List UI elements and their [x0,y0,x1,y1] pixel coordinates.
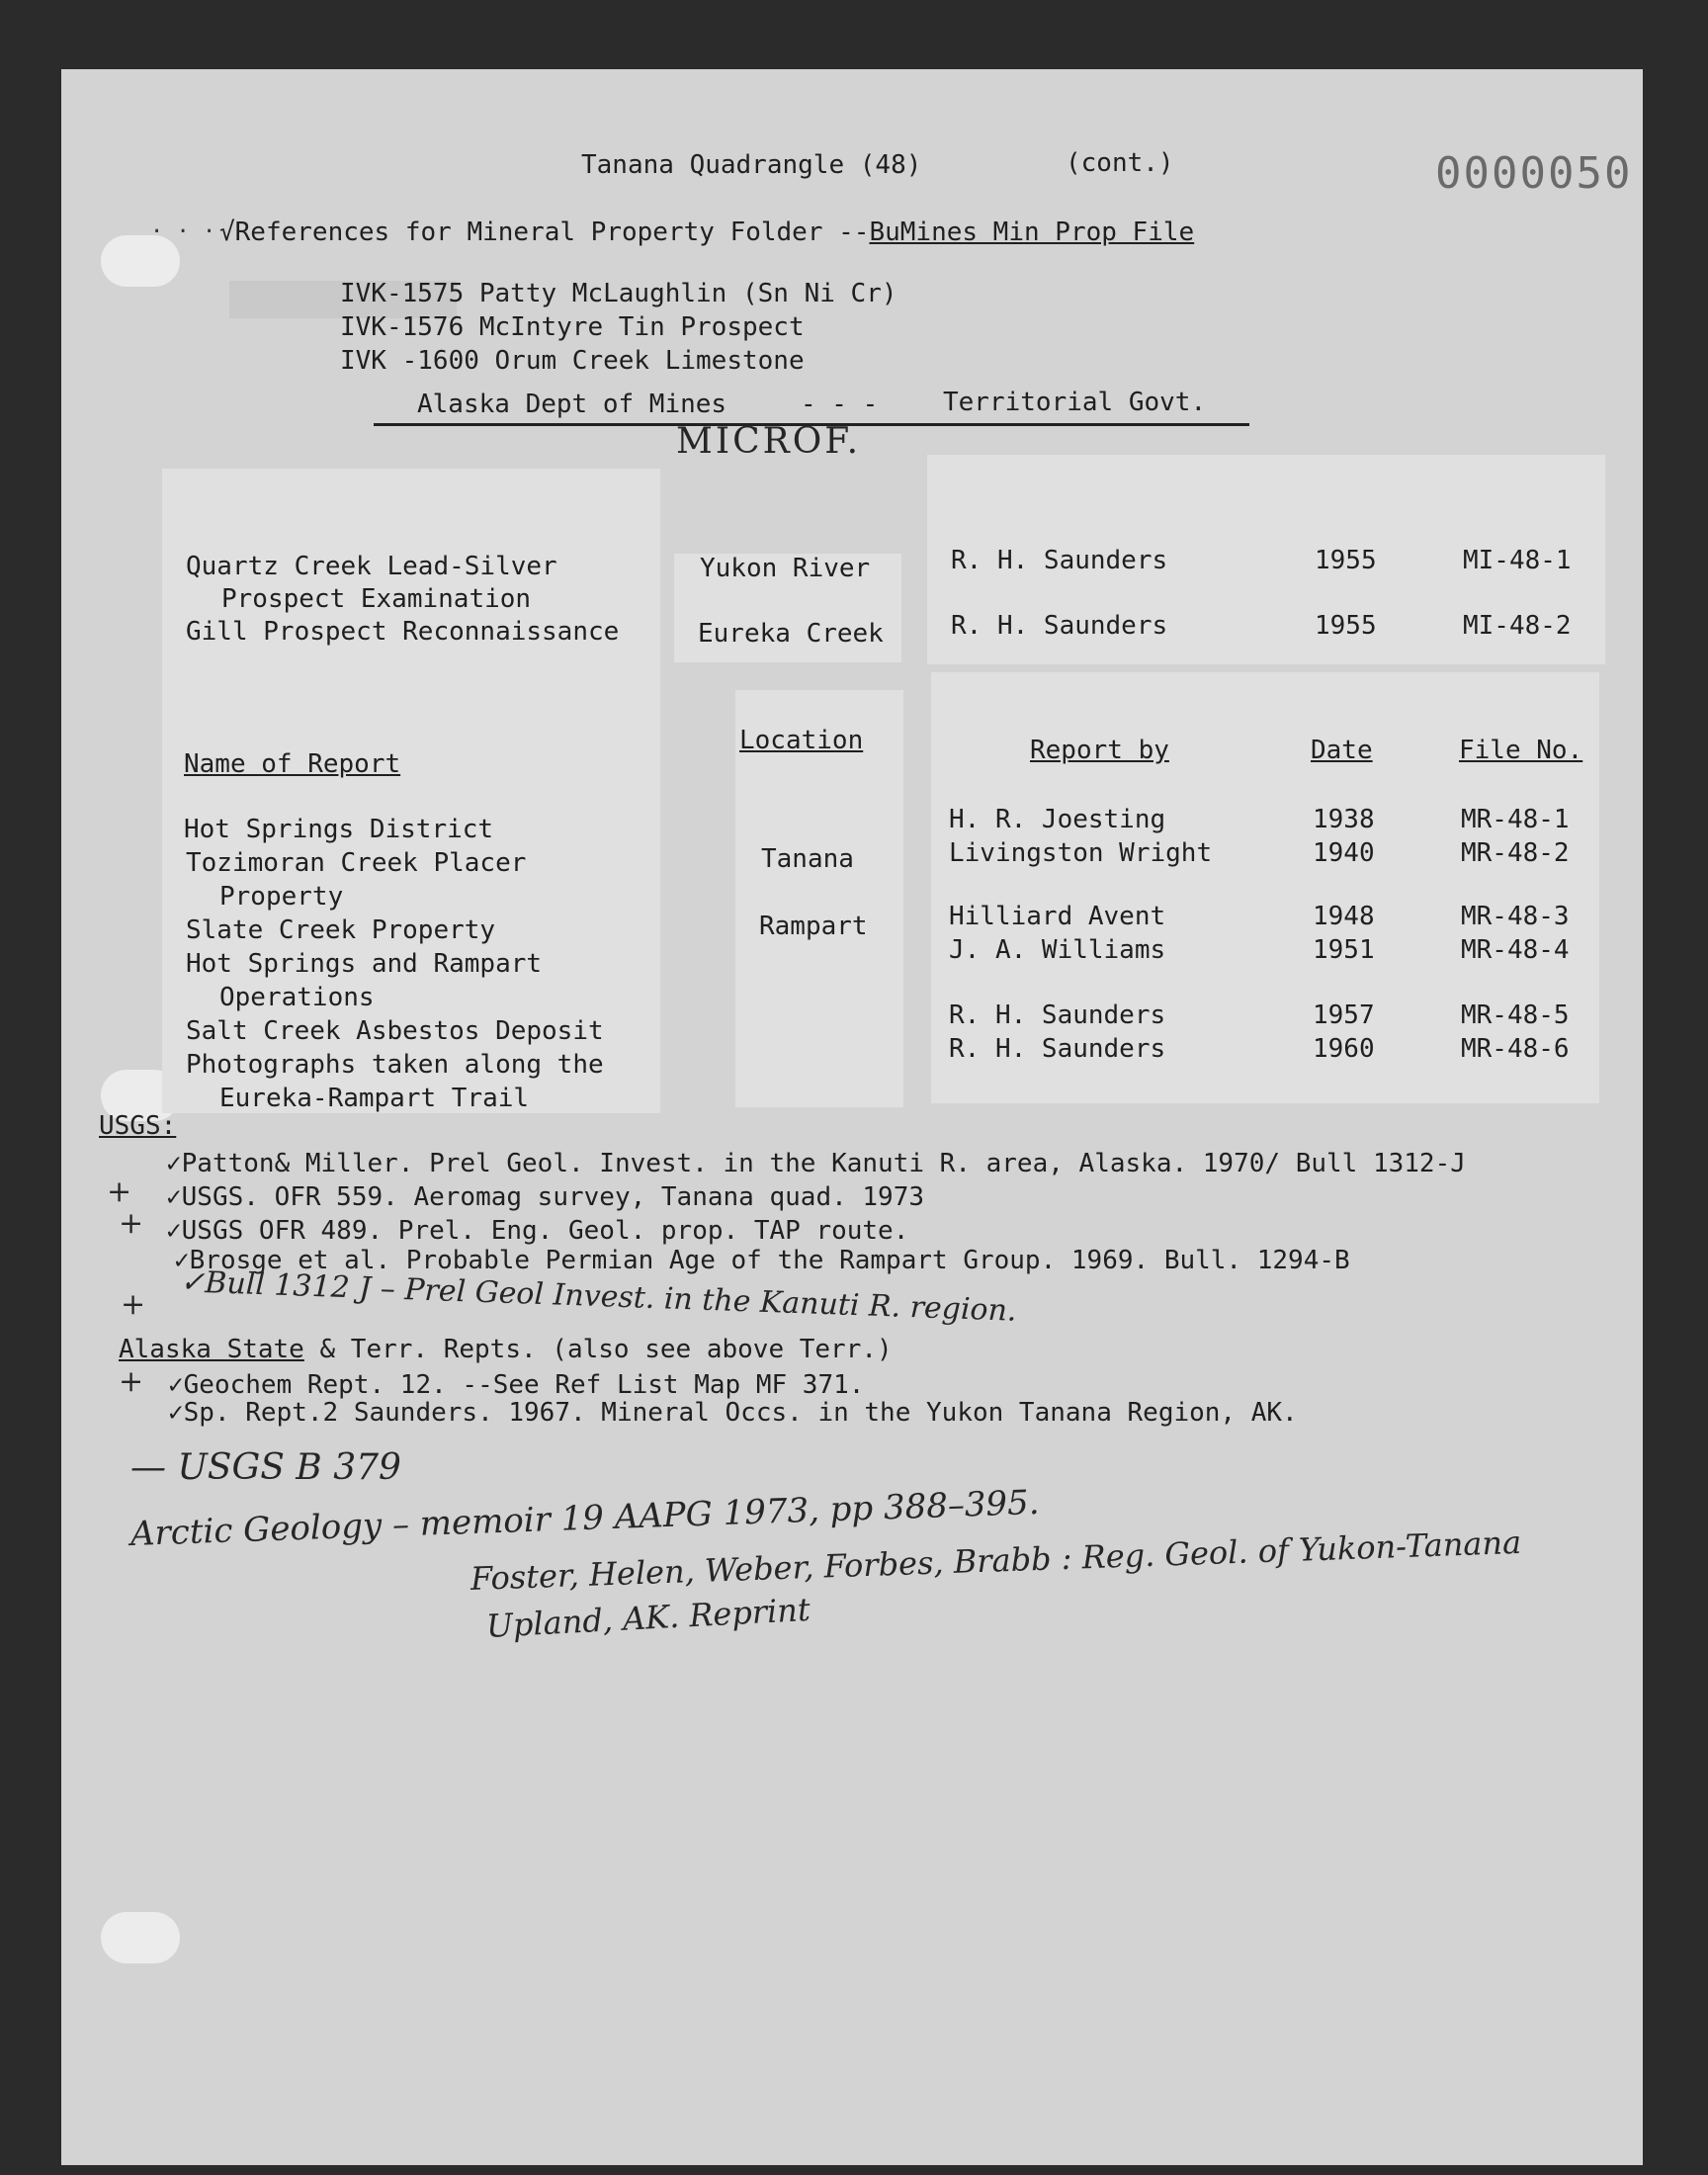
document-page [61,69,1643,2165]
mi-report-name: Prospect Examination [221,584,532,614]
references-title: √References for Mineral Property Folder --BuMines Min Prop File [219,218,1195,247]
mi-report-date: 1955 [1315,611,1377,641]
mi-report-name: Gill Prospect Reconnaissance [186,617,620,647]
alaska-state-heading: Alaska State & Terr. Repts. (also see above Terr.) [119,1335,893,1364]
mr-location: Rampart [759,912,868,941]
handwritten-reprint: Upland, AK. Reprint [485,1590,811,1645]
mr-report-file: MR-48-5 [1461,1000,1570,1030]
strike-mark: + [119,1206,144,1241]
mi-report-file: MI-48-1 [1463,546,1572,575]
page-stamp: 0000050 [1435,148,1633,199]
mr-report-name: Slate Creek Property [186,915,496,945]
ivk-entry: IVK-1576 McIntyre Tin Prospect [340,312,805,342]
column-header-name: Name of Report [184,749,401,779]
mr-report-file: MR-48-2 [1461,838,1570,868]
mr-report-date: 1938 [1313,805,1375,834]
mr-location: Tanana [761,844,854,874]
ivk-entry: IVK-1575 Patty McLaughlin (Sn Ni Cr) [340,279,897,308]
mr-report-file: MR-48-1 [1461,805,1570,834]
handwritten-arctic-geology: Arctic Geology – memoir 19 AAPG 1973, pp 388–395. [129,1482,1041,1554]
mr-report-date: 1940 [1313,838,1375,868]
strike-mark: + [119,1364,144,1399]
mr-report-name: Property [219,882,344,912]
binder-hole [101,1912,180,1963]
dept-govt: Territorial Govt. [943,388,1207,417]
usgs-reference: ✓Patton& Miller. Prel Geol. Invest. in the Kanuti R. area, Alaska. 1970/ Bull 1312-J [166,1149,1466,1178]
mr-report-file: MR-48-6 [1461,1034,1570,1064]
mr-report-date: 1957 [1313,1000,1375,1030]
mr-report-name: Operations [219,983,375,1012]
mr-report-name: Tozimoran Creek Placer [186,848,527,878]
column-header-file: File No. [1459,736,1583,765]
mr-report-by: R. H. Saunders [949,1034,1166,1064]
handwritten-bull-note: ✓Bull 1312 J – Prel Geol Invest. in the Kanuti R. region. [179,1264,1018,1329]
mi-report-name: Quartz Creek Lead-Silver [186,552,557,581]
mr-report-date: 1948 [1313,902,1375,931]
handwritten-authors: Foster, Helen, Weber, Forbes, Brabb : Reg. Geol. of Yukon-Tanana [470,1522,1522,1598]
column-header-date: Date [1311,736,1373,765]
mr-report-by: H. R. Joesting [949,805,1166,834]
mi-report-date: 1955 [1315,546,1377,575]
usgs-heading: USGS: [99,1111,177,1141]
mi-report-file: MI-48-2 [1463,611,1572,641]
usgs-reference: ✓USGS OFR 489. Prel. Eng. Geol. prop. TAP route. [166,1216,909,1246]
strike-mark: + [121,1287,146,1322]
alaska-state-reference: ✓Geochem Rept. 12. --See Ref List Map MF 371. [168,1370,865,1400]
mr-report-name: Hot Springs and Rampart [186,949,543,979]
mr-report-by: R. H. Saunders [949,1000,1166,1030]
mi-report-by: R. H. Saunders [951,611,1168,641]
usgs-reference: ✓USGS. OFR 559. Aeromag survey, Tanana quad. 1973 [166,1182,925,1212]
dept-dashes: - - - [801,390,879,419]
mr-report-by: J. A. Williams [949,935,1166,965]
mr-report-name: Eureka-Rampart Trail [219,1084,530,1113]
mi-location: Eureka Creek [698,619,884,649]
mr-report-file: MR-48-4 [1461,935,1570,965]
mi-location: Yukon River [700,554,871,583]
alaska-state-reference: ✓Sp. Rept.2 Saunders. 1967. Mineral Occs. in the Yukon Tanana Region, AK. [168,1398,1298,1428]
mr-report-date: 1960 [1313,1034,1375,1064]
dept-label: Alaska Dept of Mines [417,390,727,419]
mr-report-by: Livingston Wright [949,838,1213,868]
mr-report-by: Hilliard Avent [949,902,1166,931]
mi-report-by: R. H. Saunders [951,546,1168,575]
mr-report-name: Salt Creek Asbestos Deposit [186,1016,604,1046]
mr-report-name: Hot Springs District [184,815,494,844]
mr-report-date: 1951 [1313,935,1375,965]
strike-mark: + [107,1174,132,1209]
cont-label: (cont.) [1066,148,1174,178]
microf-note: MICROF. [676,421,862,462]
mr-report-file: MR-48-3 [1461,902,1570,931]
usgs-reference: ✓Brosge et al. Probable Permian Age of the Rampart Group. 1969. Bull. 1294-B [174,1246,1350,1275]
column-header-location: Location [739,726,864,755]
handwritten-usgs-b379: — USGS B 379 [130,1447,401,1488]
mr-report-name: Photographs taken along the [186,1050,604,1080]
pencil-marks: · · · [150,219,216,244]
ivk-entry: IVK -1600 Orum Creek Limestone [340,346,805,376]
column-header-report-by: Report by [1030,736,1169,765]
quadrangle-title: Tanana Quadrangle (48) [581,150,922,180]
